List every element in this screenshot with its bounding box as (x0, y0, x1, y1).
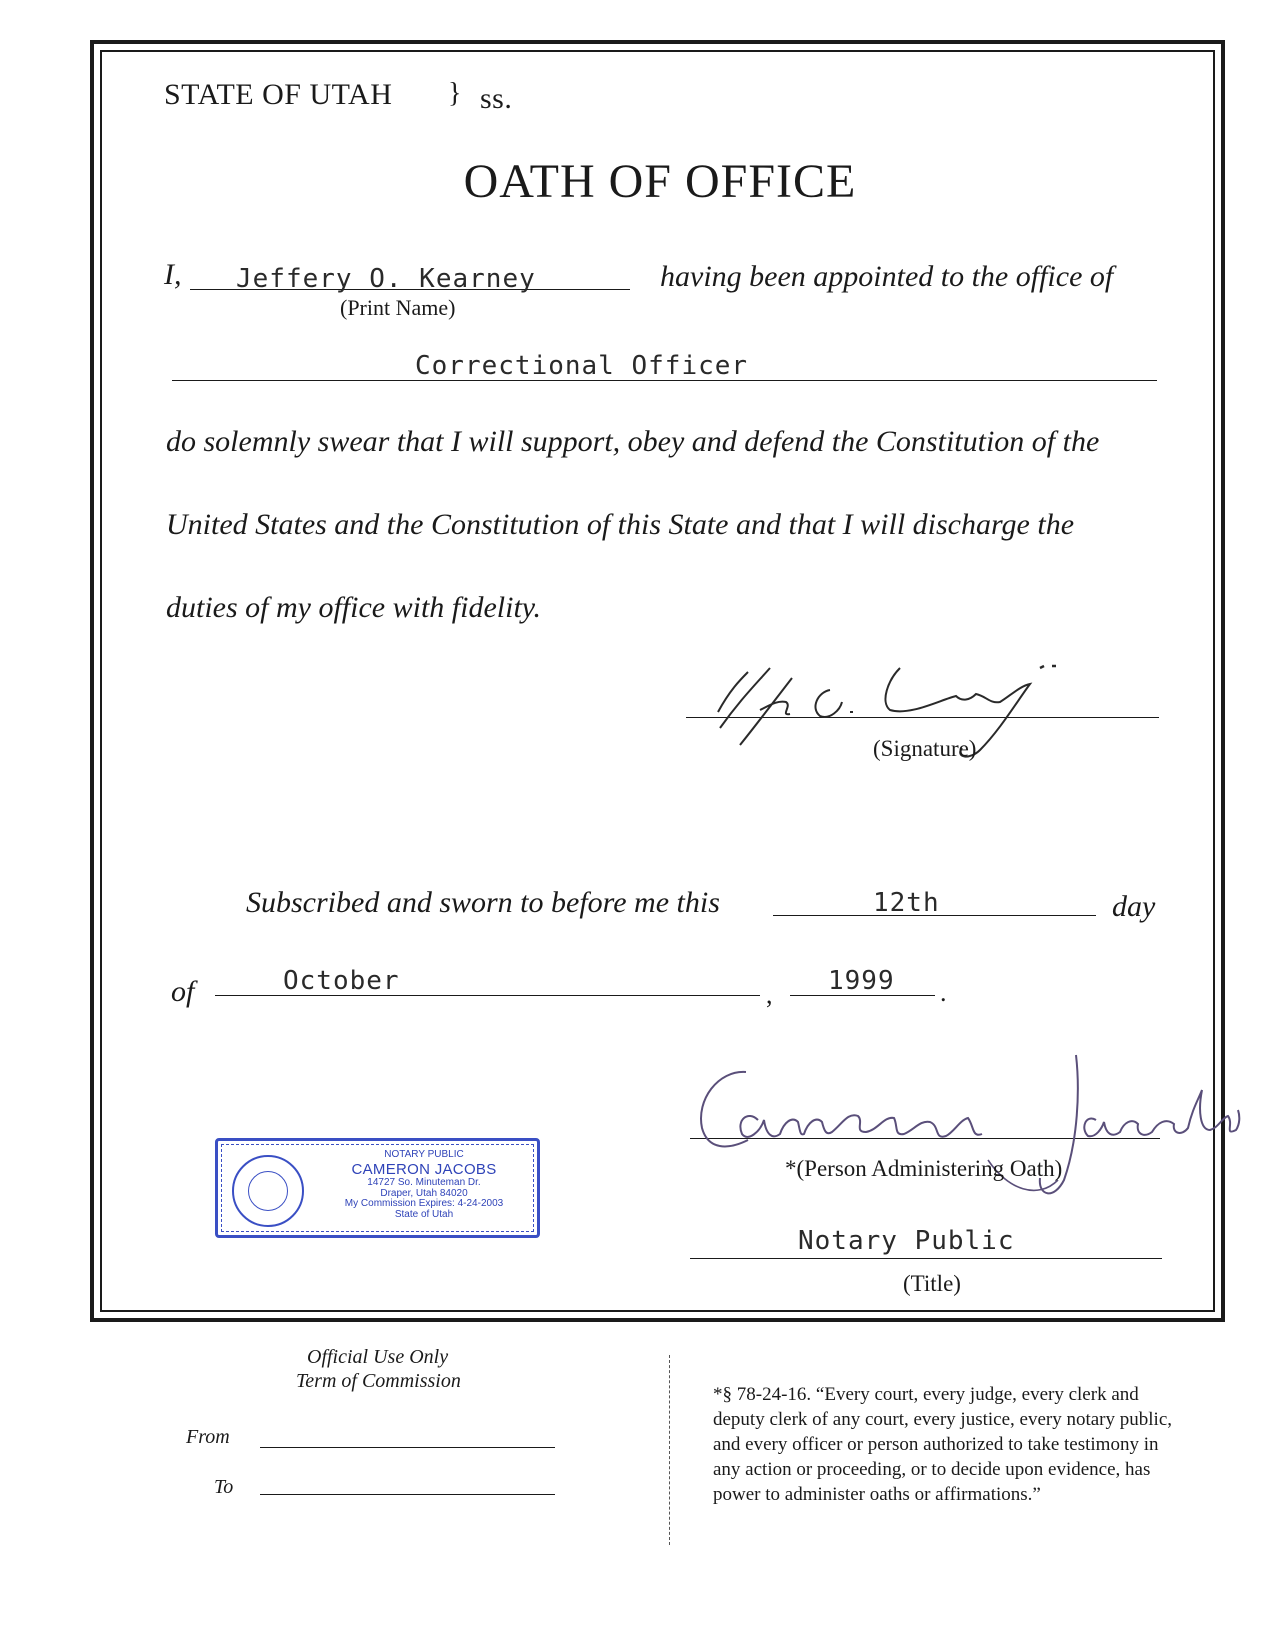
day-label: day (1112, 890, 1156, 923)
term-of-commission-heading: Term of Commission (296, 1370, 461, 1392)
office-value: Correctional Officer (415, 351, 749, 381)
stamp-expires: My Commission Expires: 4-24-2003 (344, 1198, 504, 1210)
title-value: Notary Public (798, 1226, 1015, 1256)
oath-body-line-1: do solemnly swear that I will support, obey and defend the Constitution of the (166, 425, 1100, 458)
notary-stamp (215, 1138, 540, 1238)
venue-state: STATE OF UTAH (164, 78, 393, 111)
footnote-line-3: and every officer or person authorized to take testimony in (713, 1434, 1159, 1455)
title-line (690, 1258, 1162, 1259)
oath-intro: I, (164, 258, 182, 291)
year-period: . (940, 978, 947, 1007)
administrator-signature-graphic (688, 1050, 1248, 1220)
print-name-caption: (Print Name) (340, 295, 456, 320)
footnote-line-1: *§ 78-24-16. “Every court, every judge, every clerk and (713, 1384, 1139, 1405)
stamp-state: State of Utah (394, 1208, 454, 1220)
state-seal-emblem (232, 1155, 304, 1227)
footnote-line-4: any action or proceeding, or to decide upon evidence, has (713, 1459, 1151, 1480)
document-title: OATH OF OFFICE (463, 155, 857, 208)
month-value: October (283, 966, 400, 996)
print-name-value: Jeffery O. Kearney (236, 264, 536, 294)
signature-caption: (Signature) (873, 736, 977, 761)
from-field-line (260, 1447, 555, 1448)
official-use-heading: Official Use Only (307, 1346, 449, 1368)
stamp-address-2: Draper, Utah 84020 (380, 1187, 468, 1199)
footnote-line-5: power to administer oaths or affirmations.” (713, 1484, 1041, 1505)
to-label: To (214, 1476, 234, 1498)
title-caption: (Title) (903, 1271, 961, 1296)
venue-brace: } (448, 78, 462, 109)
oath-body-line-2: United States and the Constitution of this State and that I will discharge the (166, 508, 1075, 541)
administrator-caption: *(Person Administering Oath) (785, 1156, 1063, 1181)
footnote-line-2: deputy clerk of any court, every justice, every notary public, (713, 1409, 1172, 1430)
month-year-comma: , (766, 980, 773, 1009)
stamp-notary-public: NOTARY PUBLIC (384, 1149, 464, 1160)
stamp-address-1: 14727 So. Minuteman Dr. (367, 1177, 481, 1189)
day-value: 12th (873, 888, 940, 918)
venue-ss: ss. (480, 82, 513, 115)
oath-body-line-3: duties of my office with fidelity. (166, 591, 541, 624)
subscribed-text: Subscribed and sworn to before me this (246, 886, 720, 919)
from-label: From (186, 1426, 230, 1448)
of-label: of (171, 975, 195, 1008)
section-divider (669, 1355, 670, 1545)
stamp-name: CAMERON JACOBS (351, 1160, 497, 1178)
appointed-text: having been appointed to the office of (660, 260, 1114, 293)
to-field-line (260, 1494, 555, 1495)
year-value: 1999 (828, 966, 895, 996)
statute-footnote (713, 1382, 1233, 1507)
